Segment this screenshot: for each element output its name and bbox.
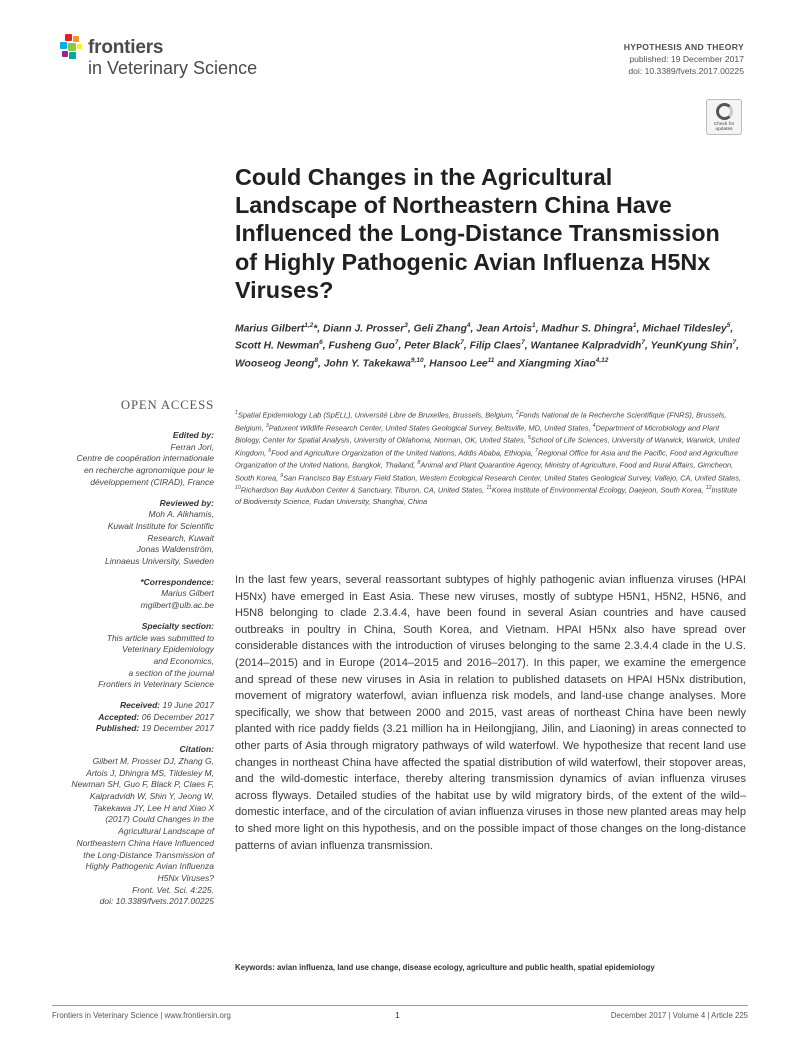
author-affiliation-marker: 1 [531,322,536,329]
author-affiliation-marker: 7 [732,339,737,347]
author-name[interactable]: Madhur S. Dhingra [541,323,633,335]
reviewer-name: Moh A. Alkhamis, [148,509,214,520]
doi-link[interactable]: doi: 10.3389/fvets.2017.00225 [628,66,744,76]
affiliation-number: 7 [534,447,538,454]
author-name[interactable]: YeunKyung Shin [650,340,733,352]
published-date: published: 19 December 2017 [629,54,744,64]
accepted-date: Accepted: 06 December 2017 [98,711,214,722]
affiliation-number: 11 [486,485,492,492]
author-affiliation-marker: 7 [521,339,525,347]
refresh-icon [716,103,733,120]
author-affiliation-marker: 7 [460,339,464,347]
reviewer-name: Jonas Waldenström, [136,544,214,555]
article-type: HYPOTHESIS AND THEORY [623,42,744,52]
received-date: Received: 19 June 2017 [119,700,214,711]
article-info-sidebar [44,430,214,917]
affiliation-text: Fonds National de la Recherche Scientifique (FNRS), Brussels, Belgium, [235,410,727,433]
edited-by-heading: Edited by: [172,430,214,440]
author-affiliation-marker: 4 [466,322,471,329]
author-affiliation-marker: 5 [726,322,731,329]
published-date-sidebar: Published: 19 December 2017 [95,723,214,734]
author-affiliation-marker: 7 [394,339,399,347]
article-meta [624,42,744,76]
frontiers-logo-icon [58,34,86,62]
journal-name: in Veterinary Science [88,58,258,78]
affiliation-text: Korea Institute of Environmental Ecology, Daejeon, South Korea, [491,485,706,495]
citation-line: Takekawa JY, Lee H and Xiao X [93,802,214,813]
author-name[interactable]: Filip Claes [469,340,522,352]
citation-line: Northeastern China Have Influenced [76,837,214,848]
footer-issue-info: December 2017 | Volume 4 | Article 225 [610,1011,748,1020]
open-access-label: OPEN ACCESS [120,398,214,412]
author-name[interactable]: Jean Artois [476,323,532,335]
affiliation-text: Institute of Biodiversity Science, Fudan University, Shanghai, China [235,485,738,506]
affiliation-number: 8 [417,460,421,467]
author-affiliation-marker: 3 [404,322,408,329]
citation-line: Artois J, Dhingra MS, Tildesley M, [86,767,214,778]
citation-heading: Citation: [179,744,214,755]
reviewer-affiliation: Linnaeus University, Sweden [105,556,214,567]
citation-doi-link[interactable]: doi: 10.3389/fvets.2017.00225 [99,896,214,907]
reviewed-by-section [44,498,214,568]
journal-logo[interactable] [58,34,318,84]
author-list: Marius Gilbert$^{1,2}$*, Diann J. Prosser$^3$, Geli Zhang$^4$, Jean Artois$^1$, Madhur S. Dhingra$^1$, Michael Tildesley$^5$, Scott H. Newman$^6$, Fusheng Guo$^7$, Peter Black$^7$, Filip Claes$^7$, Wantanee Kalpradvidh$^7$, YeunKyung Shin$^7$, Wooseog Jeong$^8$, John Y. Takekawa$^{9,10}$, Hansoo Lee$^{11}$ and Xiangming Xiao$^{4,12}$ [235,322,739,370]
citation-line: Agricultural Landscape of [118,826,214,837]
affiliation-text: Patuxent Wildlife Research Center, United States Geological Survey, Beltsville, MD, United States, [268,423,593,433]
correspondent-name: Marius Gilbert [161,588,214,599]
affiliation-number: 6 [268,447,272,454]
author-name[interactable]: Xiangming Xiao [518,358,596,370]
specialty-line: Frontiers in Veterinary Science [98,679,214,690]
affiliation-number: 9 [280,472,284,479]
citation-line: Highly Pathogenic Avian Influenza [85,861,214,872]
author-affiliation-marker: 1 [632,322,637,329]
affiliation-text: Regional Office for Asia and the Pacific, Food and Agriculture Organization of the United Nations, Bangkok, Thailand, [235,448,739,470]
correspondence-section [44,577,214,612]
footer-journal-link[interactable]: Frontiers in Veterinary Science | www.frontiersin.org [52,1011,231,1020]
specialty-line: This article was submitted to [106,632,214,643]
edited-by-section [44,430,214,489]
author-name[interactable]: Fusheng Guo [328,340,395,352]
article-title: Could Changes in the Agricultural Landscape of Northeastern China Have Influenced the Long-Distance Transmission of Highly Pathogenic Avian Influenza H5Nx Viruses? [235,164,720,303]
specialty-line: a section of the journal [128,667,214,678]
specialty-line: and Economics, [153,655,214,666]
affiliation-text: Department of Microbiology and Plant Biology, Center for Spatial Analysis, University of Oklahoma, Norman, OK, United States, [235,423,720,445]
author-name[interactable]: Marius Gilbert [235,323,305,335]
affiliation-text: Spatial Epidemiology Lab (SpELL), Université Libre de Bruxelles, Brussels, Belgium, [237,410,516,420]
corresponding-author-marker: * [313,323,318,335]
author-affiliation-marker: 6 [319,339,323,347]
check-updates-label: Check for updates [713,122,735,133]
author-name[interactable]: Peter Black [404,340,461,352]
correspondent-email-link[interactable]: mgilbert@ulb.ac.be [140,600,214,611]
page-number: 1 [395,1010,400,1020]
editor-affiliation: Centre de coopération internationale [76,453,214,464]
citation-line: Newman SH, Guo F, Black P, Claes F, [71,779,214,790]
specialty-heading: Specialty section: [141,620,214,631]
affiliation-number: 12 [705,485,712,492]
author-affiliation-marker: 8 [314,356,318,364]
affiliation-number: 5 [527,435,531,442]
affiliation-text: School of Life Sciences, University of Warwick, Warwick, United Kingdom, [235,435,740,458]
abstract-text: In the last few years, several reassortant subtypes of highly pathogenic avian influenza viruses (HPAI H5Nx) have emerged in East Asia. These new viruses, mostly of subtype H5N1, H5N2, H5N6, and H5N8 belonging to clade 2.3.4.4, have been found in several Asian countries and have caused outbreaks in poultry in China, South Korea, and Vietnam. HPAI H5Nx also have spread over considerable distances with the introduction of viruses belonging to the same 2.3.4.4 clade in the U.S. (2014–2015) and in Europe (2014–2015 and 2016–2017). In this paper, we examine the emergence and spread of these new viruses in Asia in relation to published datasets on HPAI H5Nx distribution, movement of migratory waterfowl, avian influenza risk models, and land-use change analyses. More specifically, we show that between 2000 and 2015, vast areas of northeast China have been newly planted with rice paddy fields (3.21 million ha in Heilongjiang, Jilin, and Liaoning) in areas connected to other parts of Asia through migratory pathways of wild waterfowl. We hypothesize that recent land use changes in northeast China have affected the spatial distribution of wild waterfowl, their stopover areas, and the wild-domestic interface, thereby altering transmission dynamics of avian influenza viruses across flyways. Detailed studies of the habitat use by wild migratory birds, of the extent of the wild–domestic interface, and of the circulation of avian influenza viruses in those new planted areas may help to shed more light on this hypothesis, and on the possible impact of those changes on the long-distance patterns of avian influenza transmission. [235,574,746,852]
author-name[interactable]: John Y. Takekawa [323,358,411,370]
author-affiliation-marker: 9,10 [410,356,424,364]
citation-line: H5Nx Viruses? [157,872,214,883]
affiliation-number: 2 [516,410,519,416]
affiliation-number: 1 [235,410,238,416]
brand-name: frontiers [88,37,164,58]
citation-line: (2017) Could Changes in the [105,814,214,825]
affiliation-text: Food and Agriculture Organization of the United Nations, Addis Ababa, Ethiopia, [271,448,535,458]
author-affiliation-marker: 4,12 [595,356,609,364]
citation-line: Front. Vet. Sci. 4:225. [132,884,214,895]
affiliation-number: 3 [265,422,269,429]
author-name[interactable]: Hansoo Lee [429,358,488,370]
affiliation-text: Richardson Bay Audubon Center & Sanctuary, Tiburon, CA, United States, [240,485,487,495]
author-affiliation-marker: 11 [487,356,495,364]
check-for-updates-button[interactable] [706,99,742,135]
reviewer-affiliation: Kuwait Institute for Scientific [107,520,214,531]
keywords: Keywords: avian influenza, land use change, disease ecology, agriculture and public health, spatial epidemiology [235,963,655,972]
correspondence-heading: *Correspondence: [140,576,214,587]
affiliation-text: San Francisco Bay Estuary Field Station, Western Ecological Research Center, United States Geological Survey, Vallejo, CA, United States, [283,473,741,483]
specialty-section [44,621,214,691]
editor-name: Ferran Jori, [170,441,214,452]
author-name[interactable]: Geli Zhang [413,323,467,335]
citation-line: the Long-Distance Transmission of [83,849,214,860]
specialty-line: Veterinary Epidemiology [122,644,214,655]
citation-line: Gilbert M, Prosser DJ, Zhang G, [92,755,214,766]
author-name[interactable]: Diann J. Prosser [323,323,405,335]
affiliation-number: 10 [235,485,241,492]
citation-line: Kalpradvidh W, Shin Y, Jeong W, [89,790,214,801]
citation-section [44,744,214,908]
affiliations [235,408,745,507]
reviewer-affiliation: Research, Kuwait [147,532,214,543]
affiliation-number: 4 [592,422,596,429]
dates-section [44,700,214,735]
author-name[interactable]: Scott H. Newman [235,340,320,352]
author-name[interactable]: Wantanee Kalpradvidh [530,340,642,352]
author-affiliation-marker: 1,2 [304,322,314,329]
editor-affiliation: développement (CIRAD), France [90,476,214,487]
author-name[interactable]: Wooseog Jeong [235,358,315,370]
footer-divider [52,1005,748,1006]
author-affiliation-marker: 7 [641,339,645,347]
author-name[interactable]: Michael Tildesley [642,323,727,335]
reviewed-by-heading: Reviewed by: [159,497,214,508]
editor-affiliation: en recherche agronomique pour le [84,465,214,476]
affiliation-text: Animal and Plant Quarantine Agency, Ministry of Agriculture, Food and Rural Affairs, Gimcheon, South Korea, [235,460,734,483]
